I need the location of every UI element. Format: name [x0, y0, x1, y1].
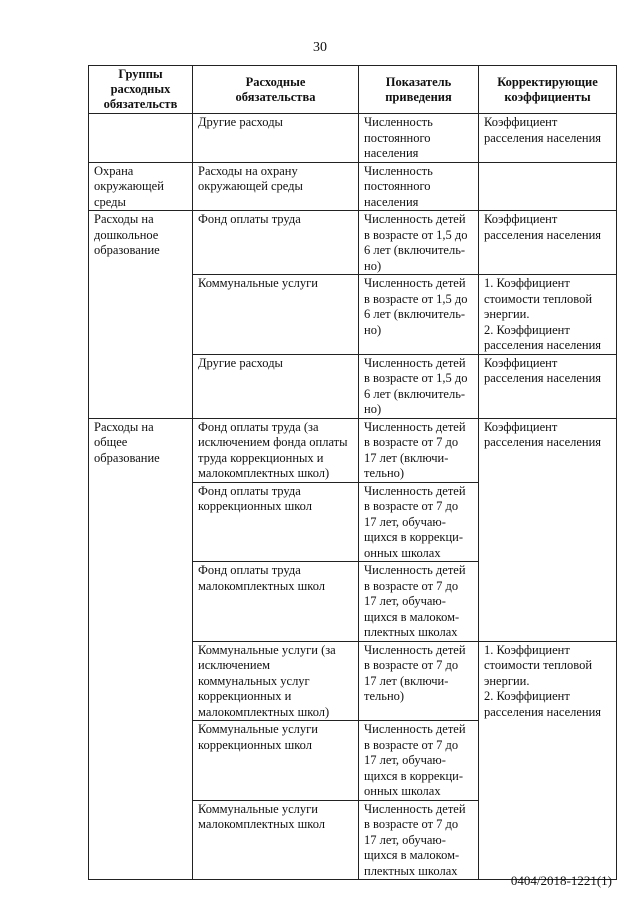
cell-obligation: Коммунальные услуги малокомплектных школ	[193, 800, 359, 880]
cell-obligation: Коммунальные услуги	[193, 275, 359, 355]
cell-indicator: Численность детей в возрасте от 7 до 17 лет, обучаю- щихся в малоком- плектных школах	[359, 800, 479, 880]
cell-group	[89, 114, 193, 163]
cell-obligation: Фонд оплаты труда коррекционных школ	[193, 482, 359, 562]
cell-obligation: Коммунальные услуги коррекционных школ	[193, 721, 359, 801]
cell-coefficient: 1. Коэффициент стоимости тепловой энергии. 2. Коэффициент расселения населения	[479, 641, 617, 880]
cell-coefficient	[479, 162, 617, 211]
cell-obligation: Фонд оплаты труда малокомплектных школ	[193, 562, 359, 642]
cell-group: Охрана окружающей среды	[89, 162, 193, 211]
cell-indicator: Численность постоянного населения	[359, 114, 479, 163]
cell-indicator: Численность детей в возрасте от 7 до 17 лет, обучаю- щихся в коррекци- онных школах	[359, 721, 479, 801]
cell-obligation: Расходы на охрану окружающей среды	[193, 162, 359, 211]
cell-group: Расходы на дошкольное образование	[89, 211, 193, 419]
budget-obligations-table	[88, 65, 617, 880]
cell-indicator: Численность детей в возрасте от 1,5 до 6 лет (включитель- но)	[359, 275, 479, 355]
table-row	[89, 418, 617, 482]
cell-obligation: Другие расходы	[193, 114, 359, 163]
cell-coefficient: Коэффициент расселения населения	[479, 418, 617, 641]
cell-indicator: Численность детей в возрасте от 7 до 17 лет (включи- тельно)	[359, 418, 479, 482]
table-row	[89, 211, 617, 275]
cell-indicator: Численность постоянного населения	[359, 162, 479, 211]
table-row	[89, 114, 617, 163]
header-indicator: Показатель приведения	[359, 66, 479, 114]
cell-coefficient: Коэффициент расселения населения	[479, 211, 617, 275]
cell-indicator: Численность детей в возрасте от 7 до 17 лет, обучаю- щихся в коррекци- онных школах	[359, 482, 479, 562]
cell-group: Расходы на общее образование	[89, 418, 193, 880]
cell-obligation: Фонд оплаты труда (за исключением фонда оплаты труда коррекционных и малокомплектных школ)	[193, 418, 359, 482]
header-groups: Группы расходных обязательств	[89, 66, 193, 114]
table-row	[89, 162, 617, 211]
cell-obligation: Фонд оплаты труда	[193, 211, 359, 275]
table-header-row	[89, 66, 617, 114]
cell-coefficient: Коэффициент расселения населения	[479, 354, 617, 418]
page-number: 30	[313, 40, 327, 55]
cell-coefficient: Коэффициент расселения населения	[479, 114, 617, 163]
cell-indicator: Численность детей в возрасте от 1,5 до 6 лет (включитель- но)	[359, 354, 479, 418]
cell-indicator: Численность детей в возрасте от 1,5 до 6 лет (включитель- но)	[359, 211, 479, 275]
cell-indicator: Численность детей в возрасте от 7 до 17 лет (включи- тельно)	[359, 641, 479, 721]
header-obligations: Расходные обязательства	[193, 66, 359, 114]
cell-indicator: Численность детей в возрасте от 7 до 17 лет, обучаю- щихся в малоком- плектных школах	[359, 562, 479, 642]
document-code: 0404/2018-1221(1)	[510, 873, 612, 888]
cell-obligation: Другие расходы	[193, 354, 359, 418]
header-coefficients: Корректирующие коэффициенты	[479, 66, 617, 114]
cell-obligation: Коммунальные услуги (за исключением коммунальных услуг коррекционных и малокомплектных школ)	[193, 641, 359, 721]
cell-coefficient: 1. Коэффициент стоимости тепловой энергии. 2. Коэффициент расселения населения	[479, 275, 617, 355]
